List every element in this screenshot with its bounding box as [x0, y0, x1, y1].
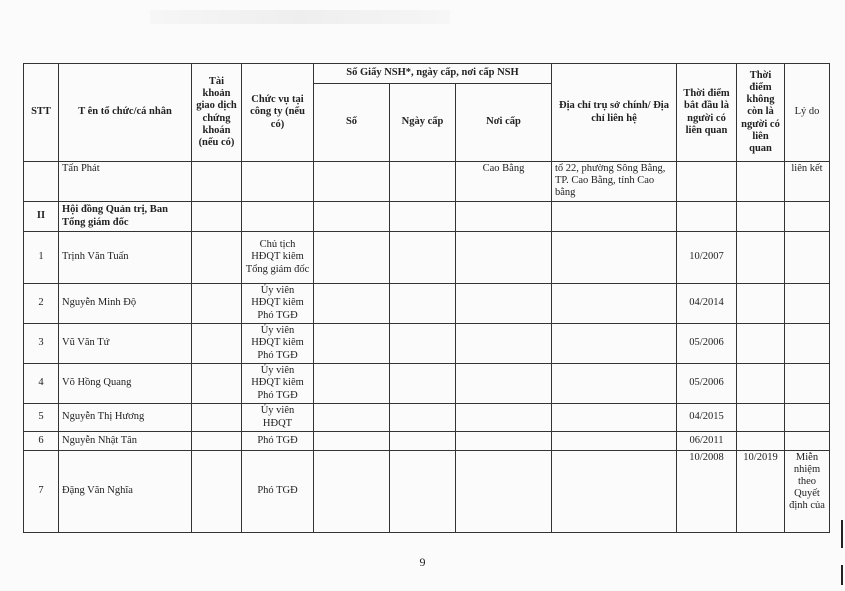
cell-name: Hội đồng Quản trị, Ban Tổng giám đốc — [59, 202, 192, 232]
header-end: Thời điểm không còn là người có liên quan — [737, 64, 785, 162]
cell-ngay-cap — [390, 404, 456, 432]
header-ngay-cap: Ngày cấp — [390, 84, 456, 162]
cell-account — [192, 404, 242, 432]
cell-start: 10/2007 — [677, 232, 737, 284]
cell-address — [552, 284, 677, 324]
cell-start: 05/2006 — [677, 324, 737, 364]
cell-name: Võ Hồng Quang — [59, 364, 192, 404]
cell-stt — [24, 162, 59, 202]
cell-stt: 4 — [24, 364, 59, 404]
cell-account — [192, 284, 242, 324]
table-row — [24, 324, 830, 364]
header-stt: STT — [24, 64, 59, 162]
cell-position: Phó TGĐ — [242, 432, 314, 451]
cell-stt: 3 — [24, 324, 59, 364]
cell-ngay-cap — [390, 432, 456, 451]
cell-address — [552, 232, 677, 284]
cell-so — [314, 232, 390, 284]
header-position: Chức vụ tại công ty (nếu có) — [242, 64, 314, 162]
cell-account — [192, 162, 242, 202]
cell-ngay-cap — [390, 202, 456, 232]
cell-account — [192, 324, 242, 364]
header-name: T ên tổ chức/cá nhân — [59, 64, 192, 162]
cell-noi-cap: Cao Bằng — [456, 162, 552, 202]
cell-noi-cap — [456, 451, 552, 533]
cell-end: 10/2019 — [737, 451, 785, 533]
cell-name: Trịnh Văn Tuấn — [59, 232, 192, 284]
cell-end — [737, 232, 785, 284]
header-reason: Lý do — [785, 64, 830, 162]
cell-start — [677, 162, 737, 202]
cell-end — [737, 162, 785, 202]
cell-so — [314, 284, 390, 324]
cell-position: Ủy viên HĐQT kiêm Phó TGĐ — [242, 284, 314, 324]
cell-so — [314, 162, 390, 202]
cell-end — [737, 364, 785, 404]
cell-stt: 2 — [24, 284, 59, 324]
cell-stt: 5 — [24, 404, 59, 432]
cell-stt: 7 — [24, 451, 59, 533]
cell-so — [314, 364, 390, 404]
table-row — [24, 432, 830, 451]
cell-address — [552, 432, 677, 451]
cell-name: Nguyễn Nhật Tân — [59, 432, 192, 451]
cell-end — [737, 324, 785, 364]
cell-name: Vũ Văn Tứ — [59, 324, 192, 364]
cell-position: Ủy viên HĐQT — [242, 404, 314, 432]
cell-start — [677, 202, 737, 232]
cell-end — [737, 202, 785, 232]
cell-account — [192, 432, 242, 451]
header-noi-cap: Nơi cấp — [456, 84, 552, 162]
cell-end — [737, 284, 785, 324]
cell-noi-cap — [456, 364, 552, 404]
table-row — [24, 404, 830, 432]
header-start: Thời điểm bắt đầu là người có liên quan — [677, 64, 737, 162]
cell-noi-cap — [456, 202, 552, 232]
table-row — [24, 284, 830, 324]
cell-account — [192, 232, 242, 284]
cell-reason — [785, 202, 830, 232]
cell-reason — [785, 284, 830, 324]
cell-name: Đặng Văn Nghĩa — [59, 451, 192, 533]
cell-so — [314, 404, 390, 432]
cell-position: Phó TGĐ — [242, 451, 314, 533]
cell-account — [192, 364, 242, 404]
header-address: Địa chỉ trụ sở chính/ Địa chỉ liên hệ — [552, 64, 677, 162]
cell-position: Ủy viên HĐQT kiêm Phó TGĐ — [242, 364, 314, 404]
cell-stt: 6 — [24, 432, 59, 451]
cell-noi-cap — [456, 324, 552, 364]
cell-noi-cap — [456, 284, 552, 324]
cell-reason: Miễn nhiệm theo Quyết định của — [785, 451, 830, 533]
cell-reason — [785, 324, 830, 364]
cell-start: 06/2011 — [677, 432, 737, 451]
cell-address — [552, 324, 677, 364]
cell-position — [242, 202, 314, 232]
cell-address — [552, 202, 677, 232]
cell-ngay-cap — [390, 324, 456, 364]
cell-end — [737, 404, 785, 432]
cell-so — [314, 202, 390, 232]
cell-position: Ủy viên HĐQT kiêm Phó TGĐ — [242, 324, 314, 364]
table-row — [24, 451, 830, 533]
cell-address: tổ 22, phường Sông Bằng, TP. Cao Bằng, tỉnh Cao bằng — [552, 162, 677, 202]
cell-position: Chủ tịch HĐQT kiêm Tổng giám đốc — [242, 232, 314, 284]
table-row — [24, 162, 830, 202]
cell-start: 04/2014 — [677, 284, 737, 324]
table-row-section — [24, 202, 830, 232]
page-number: 9 — [419, 555, 426, 569]
cell-stt: 1 — [24, 232, 59, 284]
cell-ngay-cap — [390, 162, 456, 202]
cell-noi-cap — [456, 404, 552, 432]
cell-ngay-cap — [390, 364, 456, 404]
cell-reason — [785, 432, 830, 451]
table-row — [24, 232, 830, 284]
cell-reason — [785, 364, 830, 404]
scan-artifact — [150, 10, 450, 24]
cell-so — [314, 451, 390, 533]
cell-end — [737, 432, 785, 451]
cell-name: Nguyễn Minh Độ — [59, 284, 192, 324]
cell-name: Nguyễn Thị Hương — [59, 404, 192, 432]
cell-start: 05/2006 — [677, 364, 737, 404]
cell-account — [192, 202, 242, 232]
table-row — [24, 364, 830, 404]
cell-so — [314, 324, 390, 364]
cell-ngay-cap — [390, 232, 456, 284]
cell-account — [192, 451, 242, 533]
header-account: Tài khoản giao dịch chứng khoán (nếu có) — [192, 64, 242, 162]
cell-ngay-cap — [390, 451, 456, 533]
cell-reason — [785, 232, 830, 284]
cell-so — [314, 432, 390, 451]
cell-reason — [785, 404, 830, 432]
cell-address — [552, 364, 677, 404]
scan-edge-mark — [841, 520, 843, 548]
cell-start: 04/2015 — [677, 404, 737, 432]
header-row-1 — [24, 64, 830, 84]
cell-position — [242, 162, 314, 202]
cell-address — [552, 451, 677, 533]
cell-ngay-cap — [390, 284, 456, 324]
cell-address — [552, 404, 677, 432]
header-nsh-group: Số Giấy NSH*, ngày cấp, nơi cấp NSH — [314, 64, 552, 84]
cell-reason: liên kết — [785, 162, 830, 202]
cell-start: 10/2008 — [677, 451, 737, 533]
cell-noi-cap — [456, 232, 552, 284]
cell-stt: II — [24, 202, 59, 232]
header-so: Số — [314, 84, 390, 162]
cell-name: Tấn Phát — [59, 162, 192, 202]
related-persons-table — [23, 63, 830, 533]
cell-noi-cap — [456, 432, 552, 451]
